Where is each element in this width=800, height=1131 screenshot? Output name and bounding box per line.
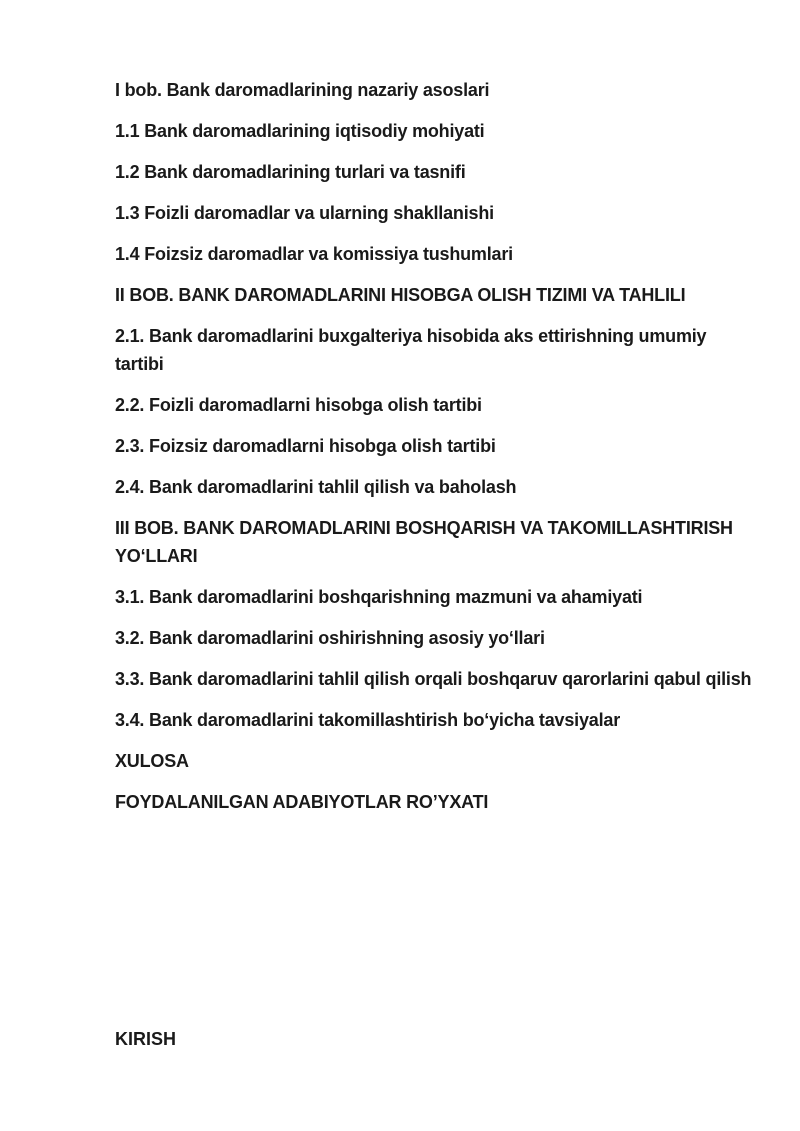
toc-section-2-4: 2.4. Bank daromadlarini tahlil qilish va baholash [115, 477, 517, 497]
toc-section-2-2: 2.2. Foizli daromadlarni hisobga olish tartibi [115, 395, 482, 415]
toc-section-1-3: 1.3 Foizli daromadlar va ularning shakllanishi [115, 203, 494, 223]
toc-section-3-3: 3.3. Bank daromadlarini tahlil qilish orqali boshqaruv qarorlarini qabul qilish [115, 669, 752, 689]
toc-section-1-1: 1.1 Bank daromadlarining iqtisodiy mohiyati [115, 121, 485, 141]
toc-references: FOYDALANILGAN ADABIYOTLAR RO’YXATI [115, 792, 489, 812]
toc-section-1-2: 1.2 Bank daromadlarining turlari va tasnifi [115, 162, 466, 182]
toc-section-3-4: 3.4. Bank daromadlarini takomillashtirish bo‘yicha tavsiyalar [115, 710, 621, 730]
toc-section-2-1: 2.1. Bank daromadlarini buxgalteriya hisobida aks ettirishning umumiy tartibi [115, 326, 707, 374]
toc-section-1-4: 1.4 Foizsiz daromadlar va komissiya tushumlari [115, 244, 513, 264]
toc-section-3-1: 3.1. Bank daromadlarini boshqarishning mazmuni va ahamiyati [115, 587, 643, 607]
table-of-contents [115, 76, 755, 829]
toc-conclusion: XULOSA [115, 751, 189, 771]
introduction-heading: KIRISH [115, 1029, 177, 1049]
toc-section-3-2: 3.2. Bank daromadlarini oshirishning asosiy yo‘llari [115, 628, 545, 648]
toc-chapter-3-title: III BOB. BANK DAROMADLARINI BOSHQARISH VA TAKOMILLASHTIRISH YO‘LLARI [115, 518, 733, 566]
toc-chapter-2-title: II BOB. BANK DAROMADLARINI HISOBGA OLISH TIZIMI VA TAHLILI [115, 285, 686, 305]
toc-chapter-1-title: I bob. Bank daromadlarining nazariy asoslari [115, 80, 490, 100]
toc-section-2-3: 2.3. Foizsiz daromadlarni hisobga olish tartibi [115, 436, 496, 456]
